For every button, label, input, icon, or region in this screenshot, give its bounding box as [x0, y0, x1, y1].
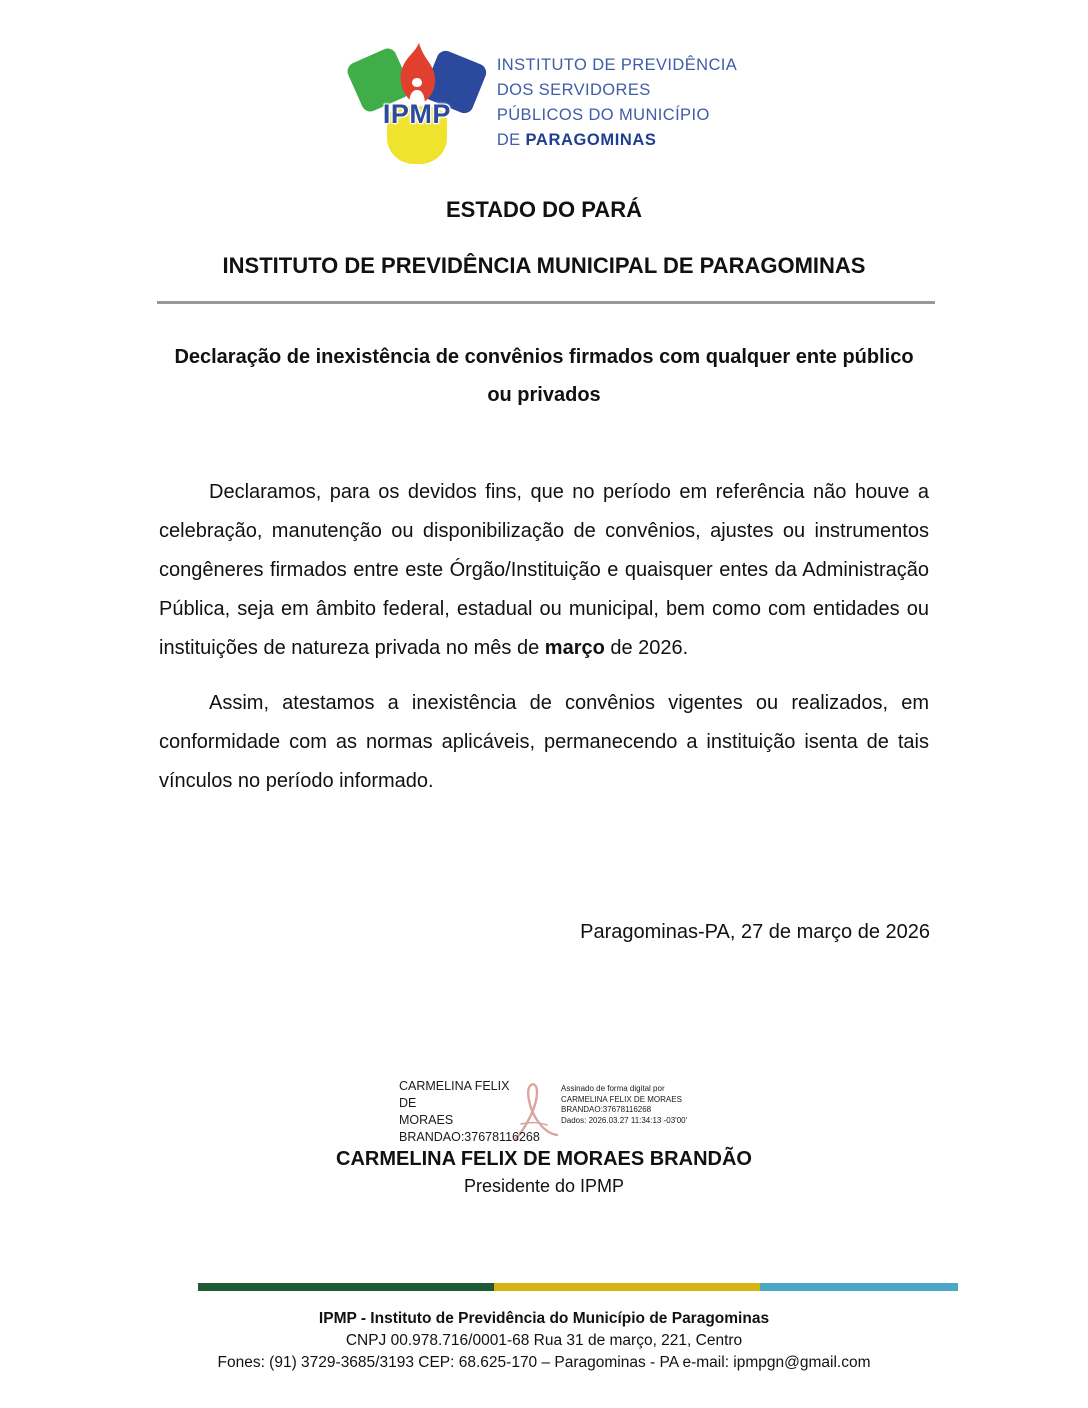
- digital-signature-stamp: [12, 1078, 1088, 1146]
- logo-acronym: IPMP: [382, 99, 451, 129]
- signature-signer-text: [399, 1078, 540, 1146]
- org-name-line4: DE PARAGOMINAS: [496, 131, 657, 149]
- org-name-line3: PÚBLICOS DO MUNICÍPIO: [496, 106, 710, 124]
- logo-org-name: [497, 53, 737, 153]
- signer-name: CARMELINA FELIX DE MORAES BRANDÃO: [336, 1148, 752, 1170]
- logo-header: [0, 42, 1088, 164]
- ipmp-logo-icon: [351, 42, 483, 164]
- signature-signer-line1: CARMELINA FELIX DE: [399, 1079, 510, 1110]
- document-body: [159, 473, 929, 801]
- document-title: Declaração de inexistência de convênios firmados com qualquer ente público ou privados: [174, 346, 914, 406]
- footer-bar-blue-segment: [760, 1283, 958, 1291]
- footer-tricolor-bar: [198, 1283, 958, 1291]
- footer-cnpj-address: CNPJ 00.978.716/0001-68 Rua 31 de março, 221, Centro: [345, 1332, 743, 1349]
- signature-details-line4: Dados: 2026.03.27 11:34:13 -03'00': [561, 1115, 688, 1125]
- signature-signer-line2: MORAES: [399, 1113, 454, 1127]
- institute-heading: INSTITUTO DE PREVIDÊNCIA MUNICIPAL DE PARAGOMINAS: [222, 253, 866, 278]
- state-heading: ESTADO DO PARÁ: [446, 197, 642, 222]
- org-name-line1: INSTITUTO DE PREVIDÊNCIA: [496, 56, 738, 74]
- signature-details-line3: BRANDAO:37678116268: [561, 1105, 652, 1114]
- signature-details-line2: CARMELINA FELIX DE MORAES: [561, 1094, 682, 1104]
- footer-bar-green-segment: [198, 1283, 494, 1291]
- org-name-city: PARAGOMINAS: [525, 131, 657, 149]
- signature-details-line1: Assinado de forma digital por: [561, 1084, 665, 1093]
- signature-details-text: [561, 1078, 701, 1126]
- signature-signer-line3: BRANDAO:37678116268: [399, 1130, 540, 1144]
- paragraph-1: Declaramos, para os devidos fins, que no período em referência não houve a celebração, manutenção ou disponibilização de convênios, ajustes ou instrumentos congêneres firmados entre este Órgão/Instituição e quaisquer entes da Administração Pública, seja em âmbito federal, estadual ou municipal, bem como com entidades ou instituições de natureza privada no mês de março de 2026.: [159, 481, 929, 659]
- footer-institute-name: IPMP - Instituto de Previdência do Município de Paragominas: [318, 1310, 770, 1327]
- paragraph-2: Assim, atestamos a inexistência de convênios vigentes ou realizados, em conformidade com as normas aplicáveis, permanecendo a instituição isenta de tais vínculos no período informado.: [159, 692, 929, 792]
- footer-contact-info: Fones: (91) 3729-3685/3193 CEP: 68.625-170 – Paragominas - PA e-mail: ipmpgn@gmail.com: [217, 1354, 871, 1371]
- footer-bar-yellow-segment: [494, 1283, 760, 1291]
- org-name-line2: DOS SERVIDORES: [496, 81, 651, 99]
- footer: [0, 1308, 1088, 1374]
- date-line: Paragominas-PA, 27 de março de 2026: [580, 921, 930, 943]
- paragraph-1-bold-month: março: [544, 637, 605, 659]
- header-divider: [157, 301, 935, 304]
- signer-role: Presidente do IPMP: [463, 1176, 625, 1196]
